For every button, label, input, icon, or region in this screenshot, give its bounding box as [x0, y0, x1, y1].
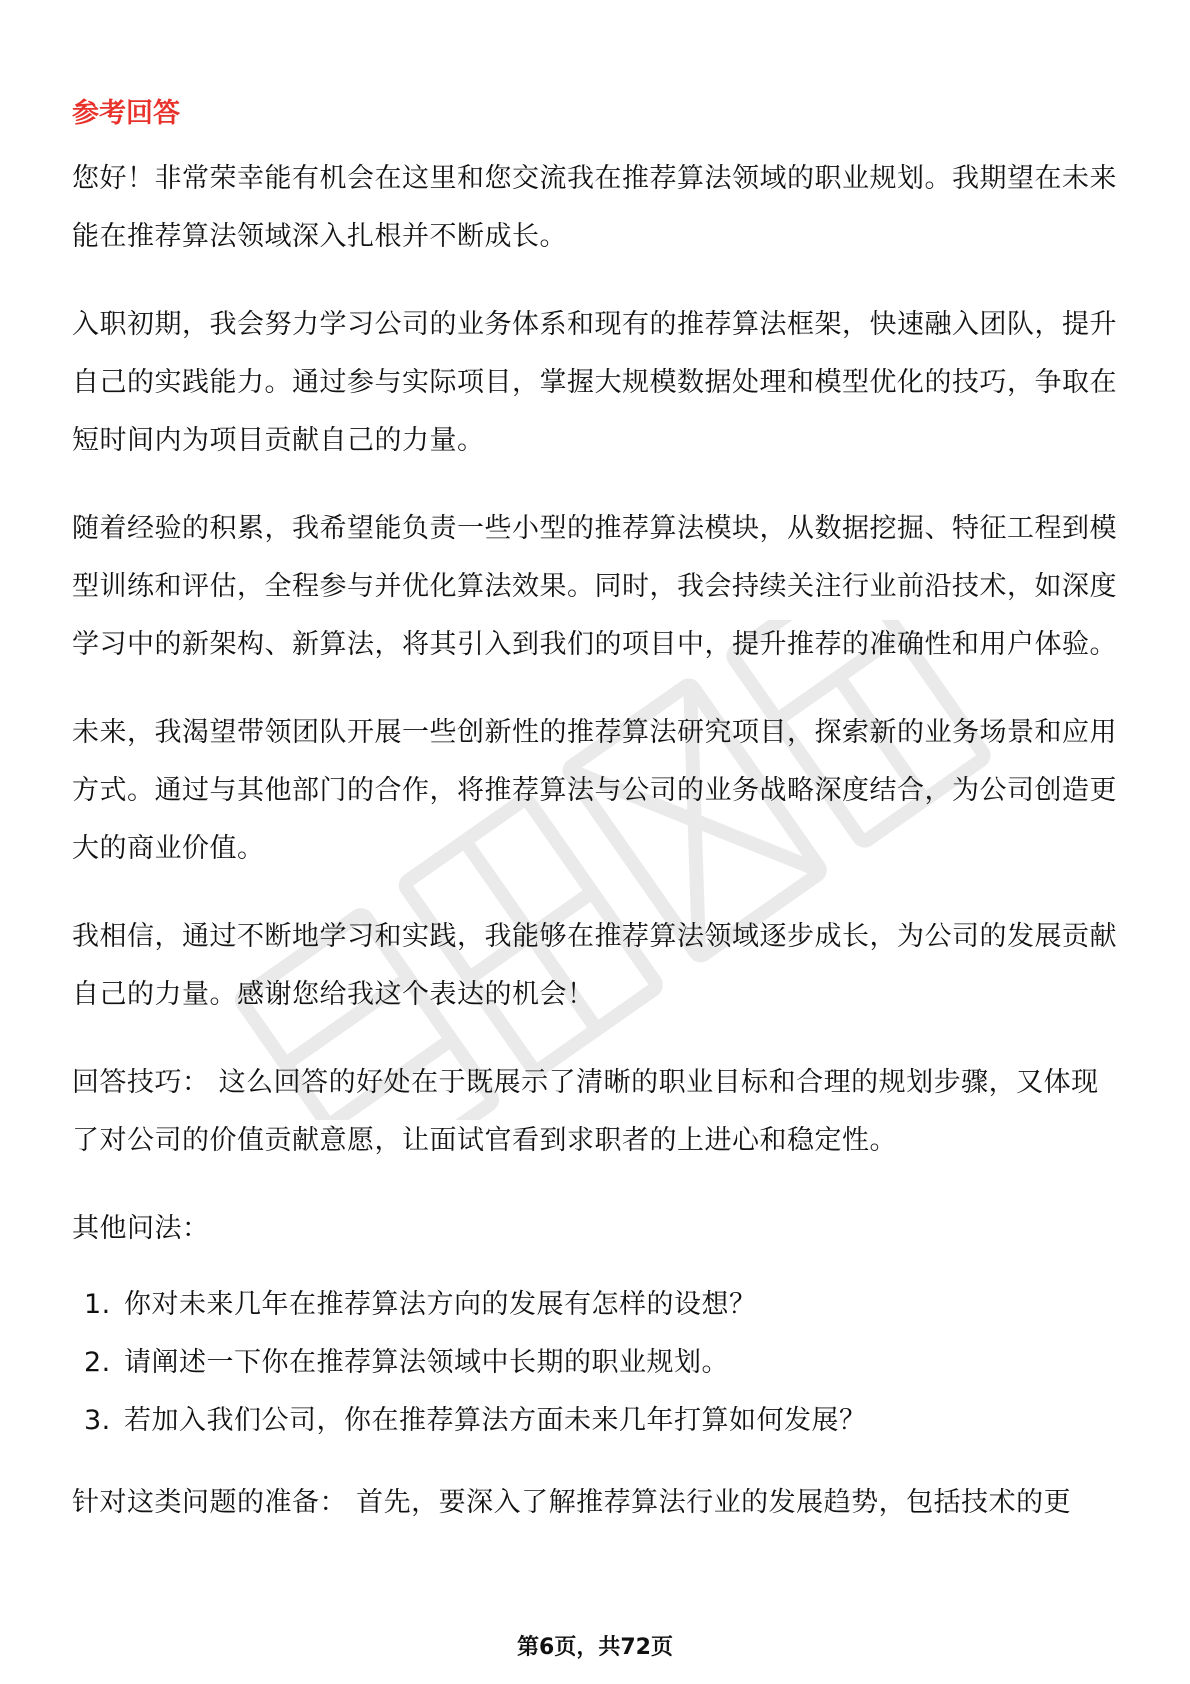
list-item-number: 2. — [84, 1347, 111, 1378]
document-body — [72, 86, 1122, 1562]
list-item-number: 1. — [84, 1289, 111, 1320]
paragraph-early-stage: 入职初期，我会努力学习公司的业务体系和现有的推荐算法框架，快速融入团队，提升自己的实践能力。通过参与实际项目，掌握大规模数据处理和模型优化的技巧，争取在短时间内为项目贡献自己的力量。 — [72, 309, 1117, 456]
paragraph-future-stage: 未来，我渴望带领团队开展一些创新性的推荐算法研究项目，探索新的业务场景和应用方式。通过与其他部门的合作，将推荐算法与公司的业务战略深度结合，为公司创造更大的商业价值。 — [72, 717, 1117, 864]
list-item-text: 你对未来几年在推荐算法方向的发展有怎样的设想？ — [124, 1289, 757, 1320]
list-item-text: 请阐述一下你在推荐算法领域中长期的职业规划。 — [124, 1347, 729, 1378]
list-item-number: 3. — [84, 1405, 111, 1436]
paragraph-growth-stage: 随着经验的积累，我希望能负责一些小型的推荐算法模块，从数据挖掘、特征工程到模型训练和评估，全程参与并优化算法效果。同时，我会持续关注行业前沿技术，如深度学习中的新架构、新算法，将其引入到我们的项目中，提升推荐的准确性和用户体验。 — [72, 513, 1117, 660]
section-title: 参考回答 — [72, 98, 180, 129]
list-item-text: 若加入我们公司，你在推荐算法方面未来几年打算如何发展？ — [124, 1405, 867, 1436]
list-item — [72, 1334, 1122, 1392]
paragraph-greeting: 您好！非常荣幸能有机会在这里和您交流我在推荐算法领域的职业规划。我期望在未来能在推荐算法领域深入扎根并不断成长。 — [72, 163, 1117, 252]
other-questions-list — [72, 1276, 1122, 1450]
paragraph-preparation: 针对这类问题的准备： 首先，要深入了解推荐算法行业的发展趋势，包括技术的更 — [72, 1487, 1072, 1518]
list-item — [72, 1392, 1122, 1450]
list-item — [72, 1276, 1122, 1334]
other-questions-label: 其他问法： — [72, 1213, 210, 1244]
paragraph-answer-tips: 回答技巧： 这么回答的好处在于既展示了清晰的职业目标和合理的规划步骤，又体现了对公司的价值贡献意愿，让面试官看到求职者的上进心和稳定性。 — [72, 1067, 1099, 1156]
page-number-footer: 第6页，共72页 — [517, 1635, 673, 1660]
paragraph-closing: 我相信，通过不断地学习和实践，我能够在推荐算法领域逐步成长，为公司的发展贡献自己的力量。感谢您给我这个表达的机会！ — [72, 921, 1117, 1010]
